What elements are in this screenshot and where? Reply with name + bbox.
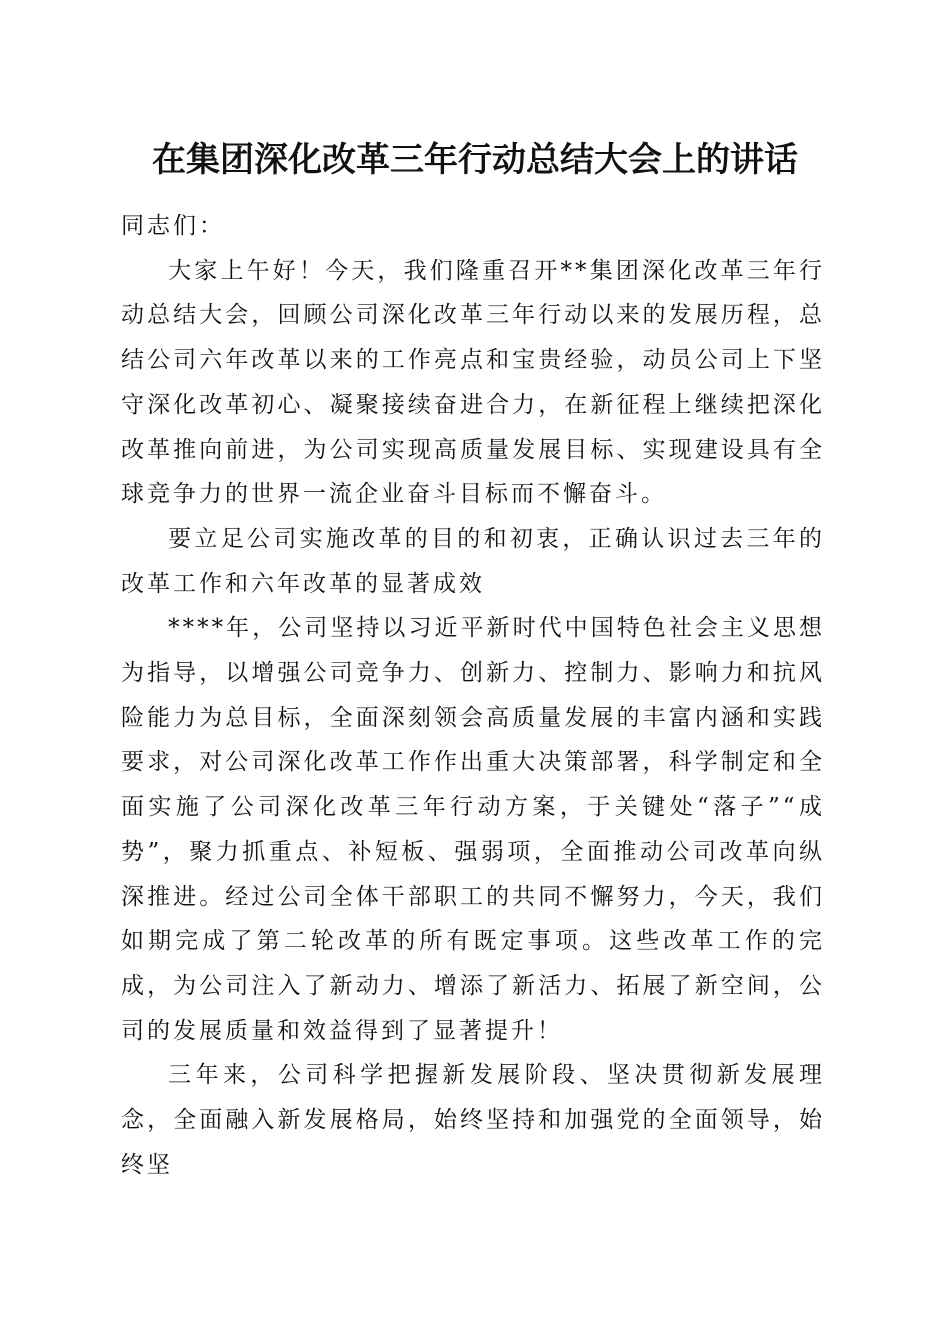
document-title: 在集团深化改革三年行动总结大会上的讲话: [152, 140, 798, 180]
paragraph-3: ****年，公司坚持以习近平新时代中国特色社会主义思想为指导，以增强公司竞争力、创新力、控制力、影响力和抗风险能力为总目标，全面深刻领会高质量发展的丰富内涵和实践要求，对公司深化改革工作作出重大决策部署，科学制定和全面实施了公司深化改革三年行动方案，于关键处“落子”“成势”，聚力抓重点、补短板、强弱项，全面推动公司改革向纵深推进。经过公司全体干部职工的共同不懈努力，今天，我们如期完成了第二轮改革的所有既定事项。这些改革工作的完成，为公司注入了新动力、增添了新活力、拓展了新空间，公司的发展质量和效益得到了显著提升！: [121, 615, 825, 1044]
salutation: 同志们：: [121, 213, 225, 239]
paragraph-4: 三年来，公司科学把握新发展阶段、坚决贯彻新发展理念，全面融入新发展格局，始终坚持和加强党的全面领导，始终坚: [121, 1062, 825, 1178]
paragraph-2: 要立足公司实施改革的目的和初衷，正确认识过去三年的改革工作和六年改革的显著成效: [121, 525, 825, 597]
paragraph-1: 大家上午好！今天，我们隆重召开**集团深化改革三年行动总结大会，回顾公司深化改革三年行动以来的发展历程，总结公司六年改革以来的工作亮点和宝贵经验，动员公司上下坚守深化改革初心、凝聚接续奋进合力，在新征程上继续把深化改革推向前进，为公司实现高质量发展目标、实现建设具有全球竞争力的世界一流企业奋斗目标而不懈奋斗。: [121, 257, 825, 508]
document-body: [121, 204, 825, 1187]
